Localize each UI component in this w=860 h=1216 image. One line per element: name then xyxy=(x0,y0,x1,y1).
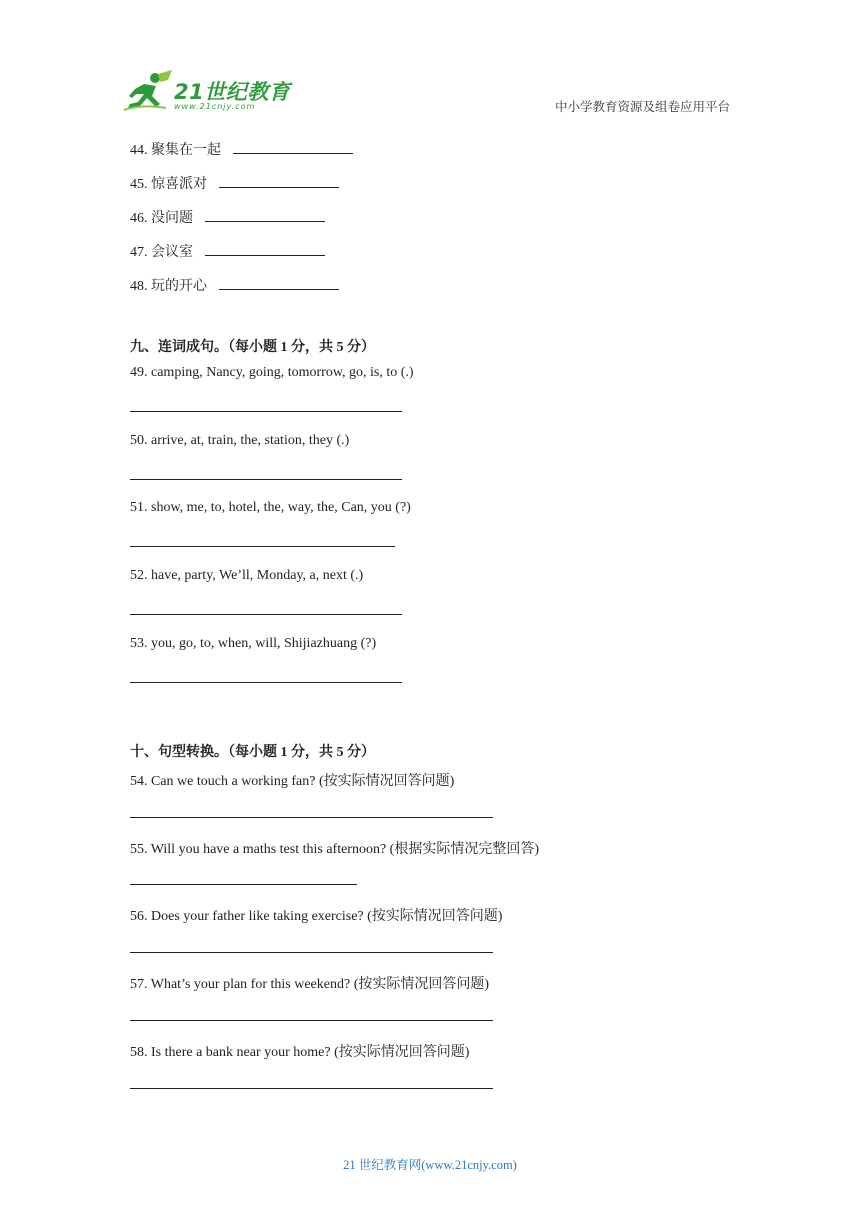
question-number: 55. xyxy=(130,842,148,857)
logo-main-text: 21世纪教育 xyxy=(174,80,291,104)
vocab-text: 玩的开心 xyxy=(151,279,207,294)
answer-line[interactable] xyxy=(130,546,395,547)
question-item xyxy=(130,1041,469,1061)
vocab-item xyxy=(130,173,339,193)
answer-line[interactable] xyxy=(130,1088,493,1089)
vocab-text: 没问题 xyxy=(151,211,193,226)
runner-logo-icon xyxy=(122,70,174,114)
vocab-item xyxy=(130,207,325,227)
vocab-item xyxy=(130,275,339,295)
answer-blank[interactable] xyxy=(205,254,325,256)
answer-line[interactable] xyxy=(130,884,357,885)
answer-blank[interactable] xyxy=(219,186,339,188)
question-number: 53. xyxy=(130,636,148,651)
question-number: 54. xyxy=(130,774,148,789)
question-item xyxy=(130,365,414,381)
question-text: Can we touch a working fan? (按实际情况回答问题) xyxy=(151,774,455,789)
vocab-text: 聚集在一起 xyxy=(151,143,221,158)
question-number: 58. xyxy=(130,1045,148,1060)
platform-name: 中小学教育资源及组卷应用平台 xyxy=(554,100,730,114)
question-number: 51. xyxy=(130,500,148,515)
vocab-text: 惊喜派对 xyxy=(151,177,207,192)
vocab-number: 44. xyxy=(130,143,148,158)
question-text: have, party, We’ll, Monday, a, next (.) xyxy=(151,568,364,583)
answer-line[interactable] xyxy=(130,682,402,683)
answer-blank[interactable] xyxy=(205,220,325,222)
question-number: 57. xyxy=(130,977,148,992)
vocab-item xyxy=(130,241,325,261)
section-9-title: 九、连词成句。（每小题 1 分，共 5 分） xyxy=(130,340,375,355)
answer-line[interactable] xyxy=(130,1020,493,1021)
question-item xyxy=(130,500,411,516)
answer-line[interactable] xyxy=(130,614,402,615)
question-item xyxy=(130,905,502,925)
question-text: camping, Nancy, going, tomorrow, go, is, to (.) xyxy=(151,365,414,380)
question-item xyxy=(130,568,363,584)
answer-line[interactable] xyxy=(130,817,493,818)
page-footer: 21 世纪教育网(www.21cnjy.com) xyxy=(343,1158,517,1172)
answer-blank[interactable] xyxy=(233,152,353,154)
vocab-number: 45. xyxy=(130,177,148,192)
question-item xyxy=(130,973,489,993)
vocab-item xyxy=(130,139,353,159)
question-number: 56. xyxy=(130,909,148,924)
question-number: 52. xyxy=(130,568,148,583)
answer-line[interactable] xyxy=(130,952,493,953)
answer-line[interactable] xyxy=(130,479,402,480)
question-item xyxy=(130,838,539,858)
question-item xyxy=(130,433,349,449)
vocab-number: 48. xyxy=(130,279,148,294)
vocab-text: 会议室 xyxy=(151,245,193,260)
answer-blank[interactable] xyxy=(219,288,339,290)
question-item xyxy=(130,636,376,652)
question-number: 49. xyxy=(130,365,148,380)
question-text: Does your father like taking exercise? (按实际情况回答问题) xyxy=(151,909,503,924)
question-text: Is there a bank near your home? (按实际情况回答问题) xyxy=(151,1045,470,1060)
vocab-number: 46. xyxy=(130,211,148,226)
section-10-title: 十、句型转换。（每小题 1 分，共 5 分） xyxy=(130,745,375,760)
question-text: you, go, to, when, will, Shijiazhuang (?) xyxy=(151,636,377,651)
question-text: show, me, to, hotel, the, way, the, Can, you (?) xyxy=(151,500,411,515)
question-number: 50. xyxy=(130,433,148,448)
vocab-number: 47. xyxy=(130,245,148,260)
question-item xyxy=(130,770,454,790)
logo-url-text: www.21cnjy.com xyxy=(174,102,256,111)
question-text: Will you have a maths test this afternoon? (根据实际情况完整回答) xyxy=(150,842,540,857)
answer-line[interactable] xyxy=(130,411,402,412)
question-text: What’s your plan for this weekend? (按实际情况回答问题) xyxy=(150,977,490,992)
site-logo xyxy=(122,70,292,114)
question-text: arrive, at, train, the, station, they (.) xyxy=(151,433,350,448)
